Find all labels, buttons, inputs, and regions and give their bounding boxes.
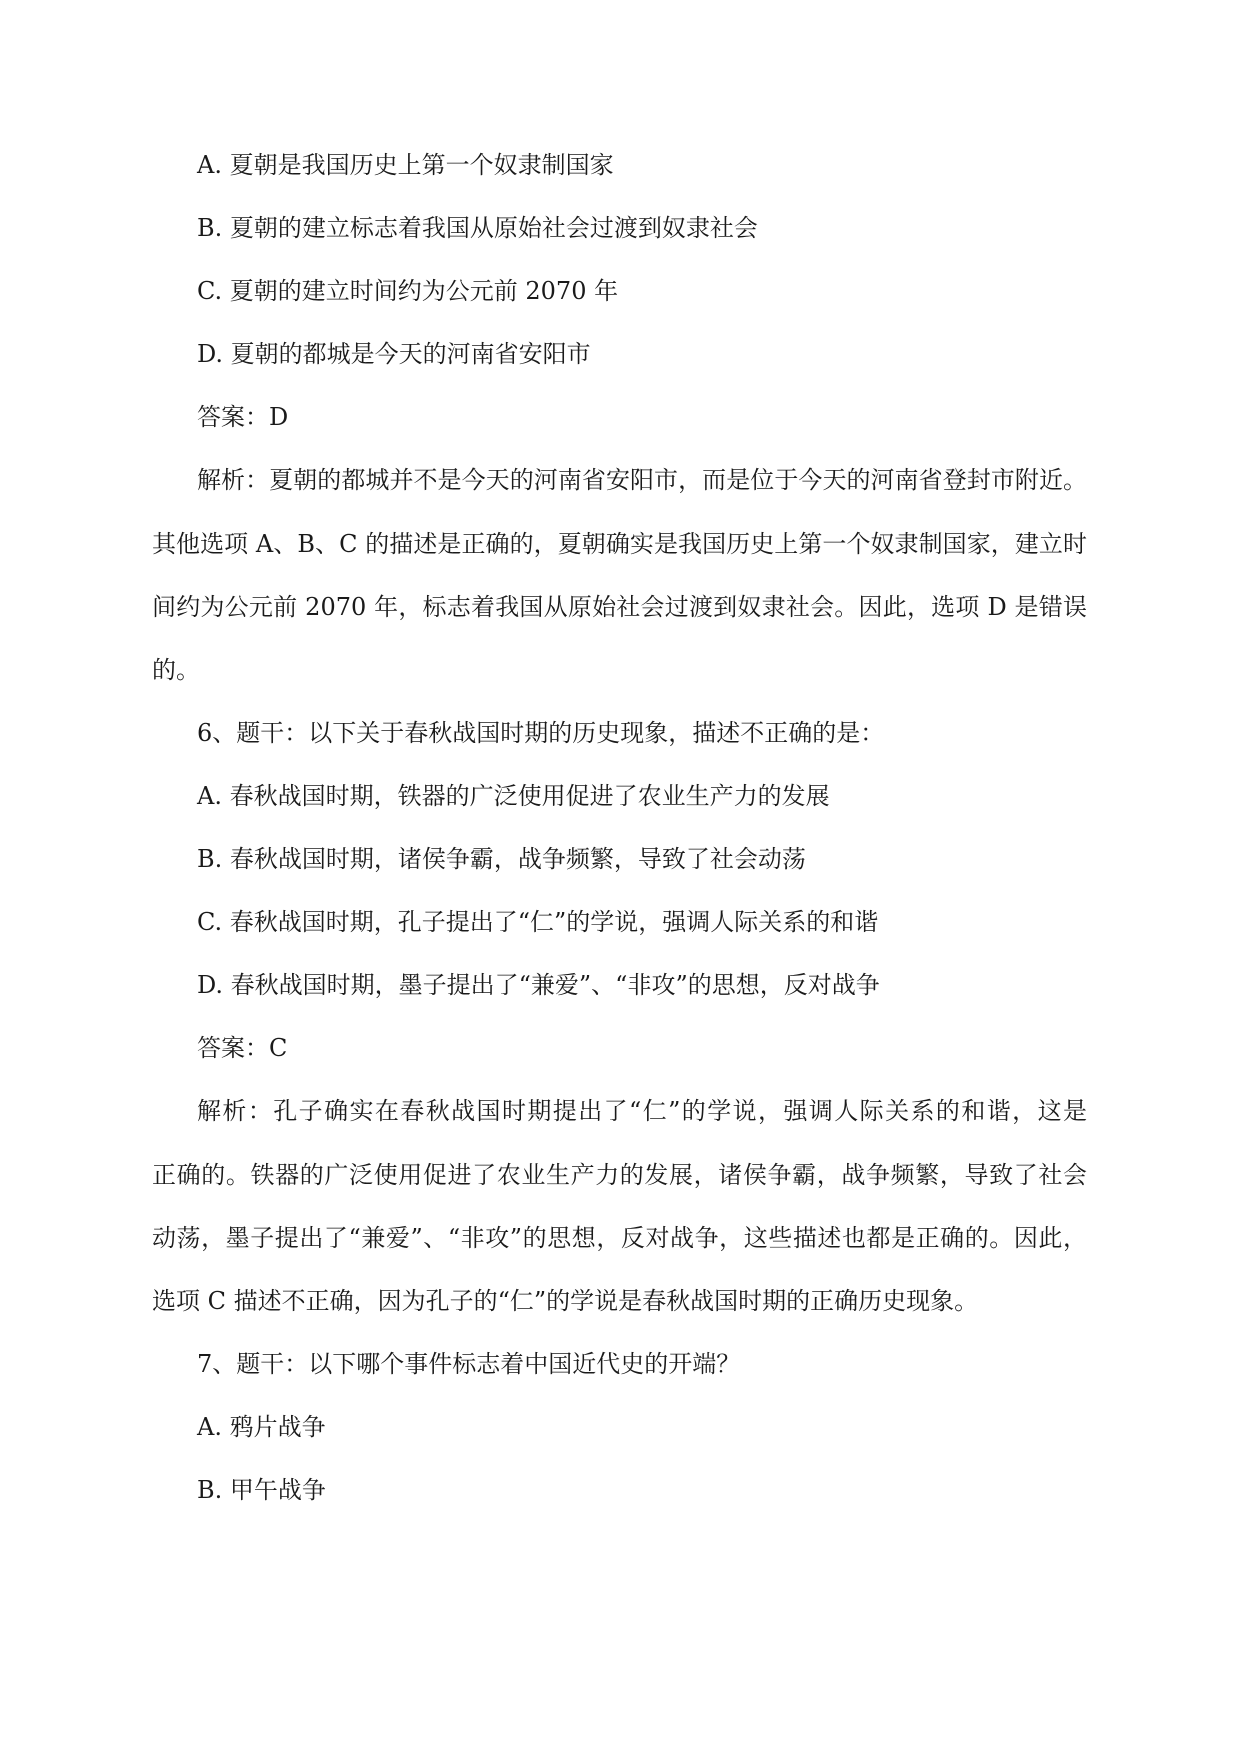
q6-explanation-line: 选项 C 描述不正确，因为孔子的“仁”的学说是春秋战国时期的正确历史现象。: [152, 1287, 979, 1315]
q5-explanation-line: 解析：夏朝的都城并不是今天的河南省安阳市，而是位于今天的河南省登封市附近。: [197, 466, 1087, 494]
q6-option-c: C. 春秋战国时期，孔子提出了“仁”的学说，强调人际关系的和谐: [197, 908, 879, 936]
q6-answer: 答案：C: [197, 1034, 288, 1062]
q6-explanation-line: 解析：孔子确实在春秋战国时期提出了“仁”的学说，强调人际关系的和谐，这是: [197, 1097, 1087, 1125]
q5-explanation-line: 其他选项 A、B、C 的描述是正确的，夏朝确实是我国历史上第一个奴隶制国家，建立时: [152, 530, 1087, 558]
q5-option-a: A. 夏朝是我国历史上第一个奴隶制国家: [197, 151, 614, 179]
q5-option-d: D. 夏朝的都城是今天的河南省安阳市: [197, 340, 591, 368]
q6-option-b: B. 春秋战国时期，诸侯争霸，战争频繁，导致了社会动荡: [197, 845, 806, 873]
q6-option-a: A. 春秋战国时期，铁器的广泛使用促进了农业生产力的发展: [197, 782, 830, 810]
q6-option-d: D. 春秋战国时期，墨子提出了“兼爱”、“非攻”的思想，反对战争: [197, 971, 880, 999]
q6-explanation-line: 动荡，墨子提出了“兼爱”、“非攻”的思想，反对战争，这些描述也都是正确的。因此，: [152, 1224, 1087, 1252]
q5-explanation-line: 的。: [152, 656, 200, 684]
q6-stem: 6、题干：以下关于春秋战国时期的历史现象，描述不正确的是：: [197, 719, 885, 747]
q5-option-b: B. 夏朝的建立标志着我国从原始社会过渡到奴隶社会: [197, 214, 758, 242]
q5-option-c: C. 夏朝的建立时间约为公元前 2070 年: [197, 277, 619, 305]
q7-option-a: A. 鸦片战争: [197, 1413, 326, 1441]
q6-explanation-line: 正确的。铁器的广泛使用促进了农业生产力的发展，诸侯争霸，战争频繁，导致了社会: [152, 1161, 1087, 1189]
q5-answer: 答案：D: [197, 403, 289, 431]
q5-explanation-line: 间约为公元前 2070 年，标志着我国从原始社会过渡到奴隶社会。因此，选项 D 是错误: [152, 593, 1087, 621]
q7-stem: 7、题干：以下哪个事件标志着中国近代史的开端？: [197, 1350, 741, 1378]
q7-option-b: B. 甲午战争: [197, 1476, 326, 1504]
